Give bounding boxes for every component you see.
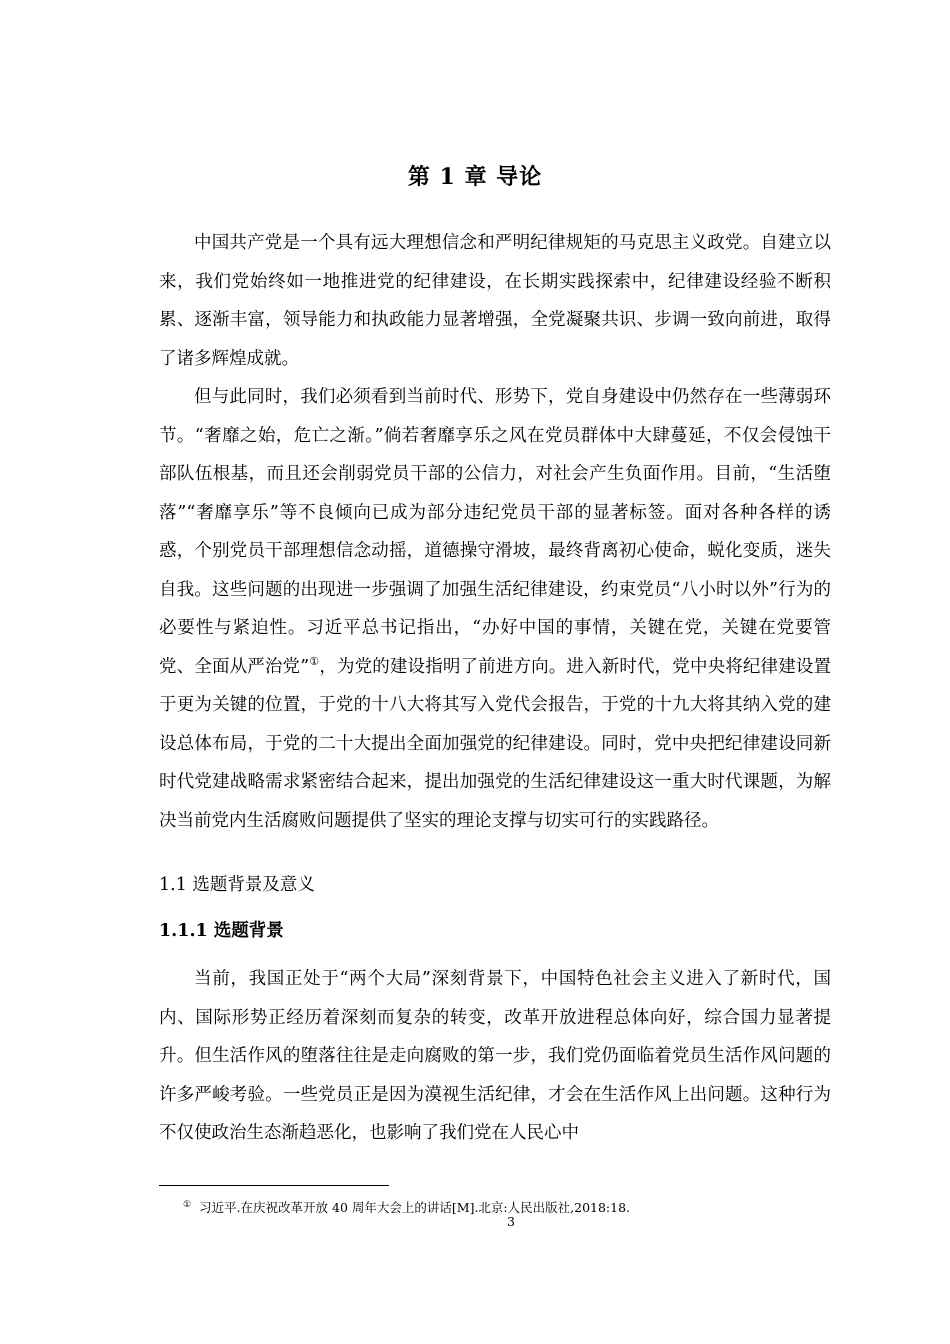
footnote-divider [159, 1185, 389, 1186]
section-heading-1-1-1: 1.1.1 选题背景 [159, 921, 284, 941]
footnote-mark: ① [183, 1200, 192, 1210]
paragraph-background-text-2: ，为党的建设指明了前进方向。进入新时代，党中央将纪律建设置于更为关键的位置，于党的十八大将其写入党代会报告，于党的十九大将其纳入党的建设总体布局，于党的二十大提出全面加强党的纪律建设。同时，党中央把纪律建设同新时代党建战略需求紧密结合起来，提出加强党的生活纪律建设这一重大时代课题，为解决当前党内生活腐败问题提供了坚实的理论支撑与切实可行的实践路径。 [159, 656, 831, 831]
footnote-reference[interactable]: ① [309, 654, 320, 668]
paragraph-topic-background: 当前，我国正处于“两个大局”深刻背景下，中国特色社会主义进入了新时代，国内、国际形势正经历着深刻而复杂的转变，改革开放进程总体向好，综合国力显著提升。但生活作风的堕落往往是走向腐败的第一步，我们党仍面临着党员生活作风问题的许多严峻考验。一些党员正是因为漠视生活纪律，才会在生活作风上出问题。这种行为不仅使政治生态渐趋恶化，也影响了我们党在人民心中 [159, 969, 831, 1143]
page-number: 3 [507, 1214, 515, 1229]
section-heading-1-1: 1.1 选题背景及意义 [159, 875, 315, 895]
paragraph-background-text-1: 但与此同时，我们必须看到当前时代、形势下，党自身建设中仍然存在一些薄弱环节。“奢靡之始，危亡之渐。”倘若奢靡享乐之风在党员群体中大肆蔓延，不仅会侵蚀干部队伍根基，而且还会削弱党员干部的公信力，对社会产生负面作用。目前，“生活堕落”“奢靡享乐”等不良倾向已成为部分违纪党员干部的显著标签。面对各种各样的诱惑，个别党员干部理想信念动摇，道德操守滑坡，最终背离初心使命，蜕化变质，迷失自我。这些问题的出现进一步强调了加强生活纪律建设，约束党员“八小时以外”行为的必要性与紧迫性。习近平总书记指出，“办好中国的事情，关键在党，关键在党要管党、全面从严治党” [159, 387, 831, 677]
footnote-text: 习近平.在庆祝改革开放 40 周年大会上的讲话[M].北京:人民出版社,2018:18. [199, 1200, 631, 1216]
chapter-title: 第 1 章 导论 [407, 164, 543, 190]
paragraph-intro: 中国共产党是一个具有远大理想信念和严明纪律规矩的马克思主义政党。自建立以来，我们党始终如一地推进党的纪律建设，在长期实践探索中，纪律建设经验不断积累、逐渐丰富，领导能力和执政能力显著增强，全党凝聚共识、步调一致向前进，取得了诸多辉煌成就。 [159, 233, 831, 369]
paragraph-background [159, 378, 831, 840]
